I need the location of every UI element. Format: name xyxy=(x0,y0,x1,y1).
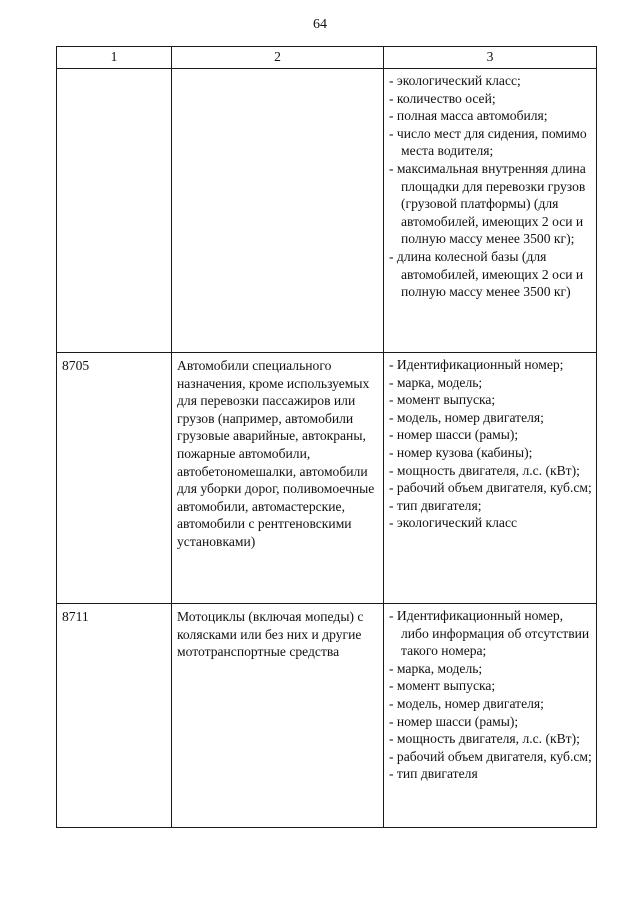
attribute-item: - момент выпуска; xyxy=(389,678,496,694)
page-number: 64 xyxy=(313,17,327,32)
table-row xyxy=(57,604,597,828)
code-cell: 8711 xyxy=(57,604,172,828)
description-cell xyxy=(172,353,384,604)
attribute-item: - экологический класс; xyxy=(389,73,521,88)
attribute-item: - максимальная внутренняя длина площадки для перевозки грузов (грузовой платформы) (для автомобилей, имеющих 2 оси и полную массу менее 3500 кг); xyxy=(389,160,586,247)
goods-attributes-table xyxy=(56,46,597,828)
description-text: Автомобили специального назначения, кроме используемых для перевозки пассажиров или грузов (например, автомобили грузовые аварийные, автокраны, пожарные автомобили, автобетономешалки, автомобили для уборки дорог, поливомоечные автомобили, автомастерские, автомобили с рентгеновскими установками) xyxy=(177,358,375,549)
attribute-item: - модель, номер двигателя; xyxy=(389,409,544,425)
table-row xyxy=(57,69,597,353)
attribute-item: - мощность двигателя, л.с. (кВт); xyxy=(389,731,580,747)
attribute-item: - тип двигателя xyxy=(389,766,478,782)
column-header-2: 2 xyxy=(172,47,384,69)
attribute-item: - Идентификационный номер; xyxy=(389,357,564,372)
code-cell xyxy=(57,69,172,353)
attribute-item: - рабочий объем двигателя, куб.см; xyxy=(389,748,592,764)
attribute-item: - марка, модель; xyxy=(389,374,483,390)
attribute-item: - рабочий объем двигателя, куб.см; xyxy=(389,480,592,496)
attribute-item: - тип двигателя; xyxy=(389,497,482,513)
attribute-item: - номер шасси (рамы); xyxy=(389,427,519,443)
attribute-item: - номер кузова (кабины); xyxy=(389,444,533,460)
attributes-cell xyxy=(384,353,597,604)
attribute-item: - Идентификационный номер, либо информация об отсутствии такого номера; xyxy=(389,608,590,659)
description-text: Мотоциклы (включая мопеды) с колясками или без них и другие мототранспортные средства xyxy=(177,609,364,660)
description-cell xyxy=(172,69,384,353)
description-cell xyxy=(172,604,384,828)
attributes-cell xyxy=(384,69,597,353)
attribute-item: - модель, номер двигателя; xyxy=(389,695,544,711)
column-header-1: 1 xyxy=(57,47,172,69)
column-header-3: 3 xyxy=(384,47,597,69)
attributes-cell xyxy=(384,604,597,828)
attribute-item: - число мест для сидения, помимо места водителя; xyxy=(389,125,587,159)
code-cell: 8705 xyxy=(57,353,172,604)
table-header xyxy=(57,47,597,69)
attribute-item: - момент выпуска; xyxy=(389,392,496,408)
attribute-item: - мощность двигателя, л.с. (кВт); xyxy=(389,462,580,478)
attribute-item: - номер шасси (рамы); xyxy=(389,713,519,729)
attribute-item: - количество осей; xyxy=(389,90,496,106)
table-row xyxy=(57,353,597,604)
table-header-row xyxy=(57,47,597,69)
attribute-item: - марка, модель; xyxy=(389,660,483,676)
attribute-item: - экологический класс xyxy=(389,515,518,531)
attribute-item: - длина колесной базы (для автомобилей, имеющих 2 оси и полную массу менее 3500 кг) xyxy=(389,248,584,300)
attribute-item: - полная масса автомобиля; xyxy=(389,108,548,124)
